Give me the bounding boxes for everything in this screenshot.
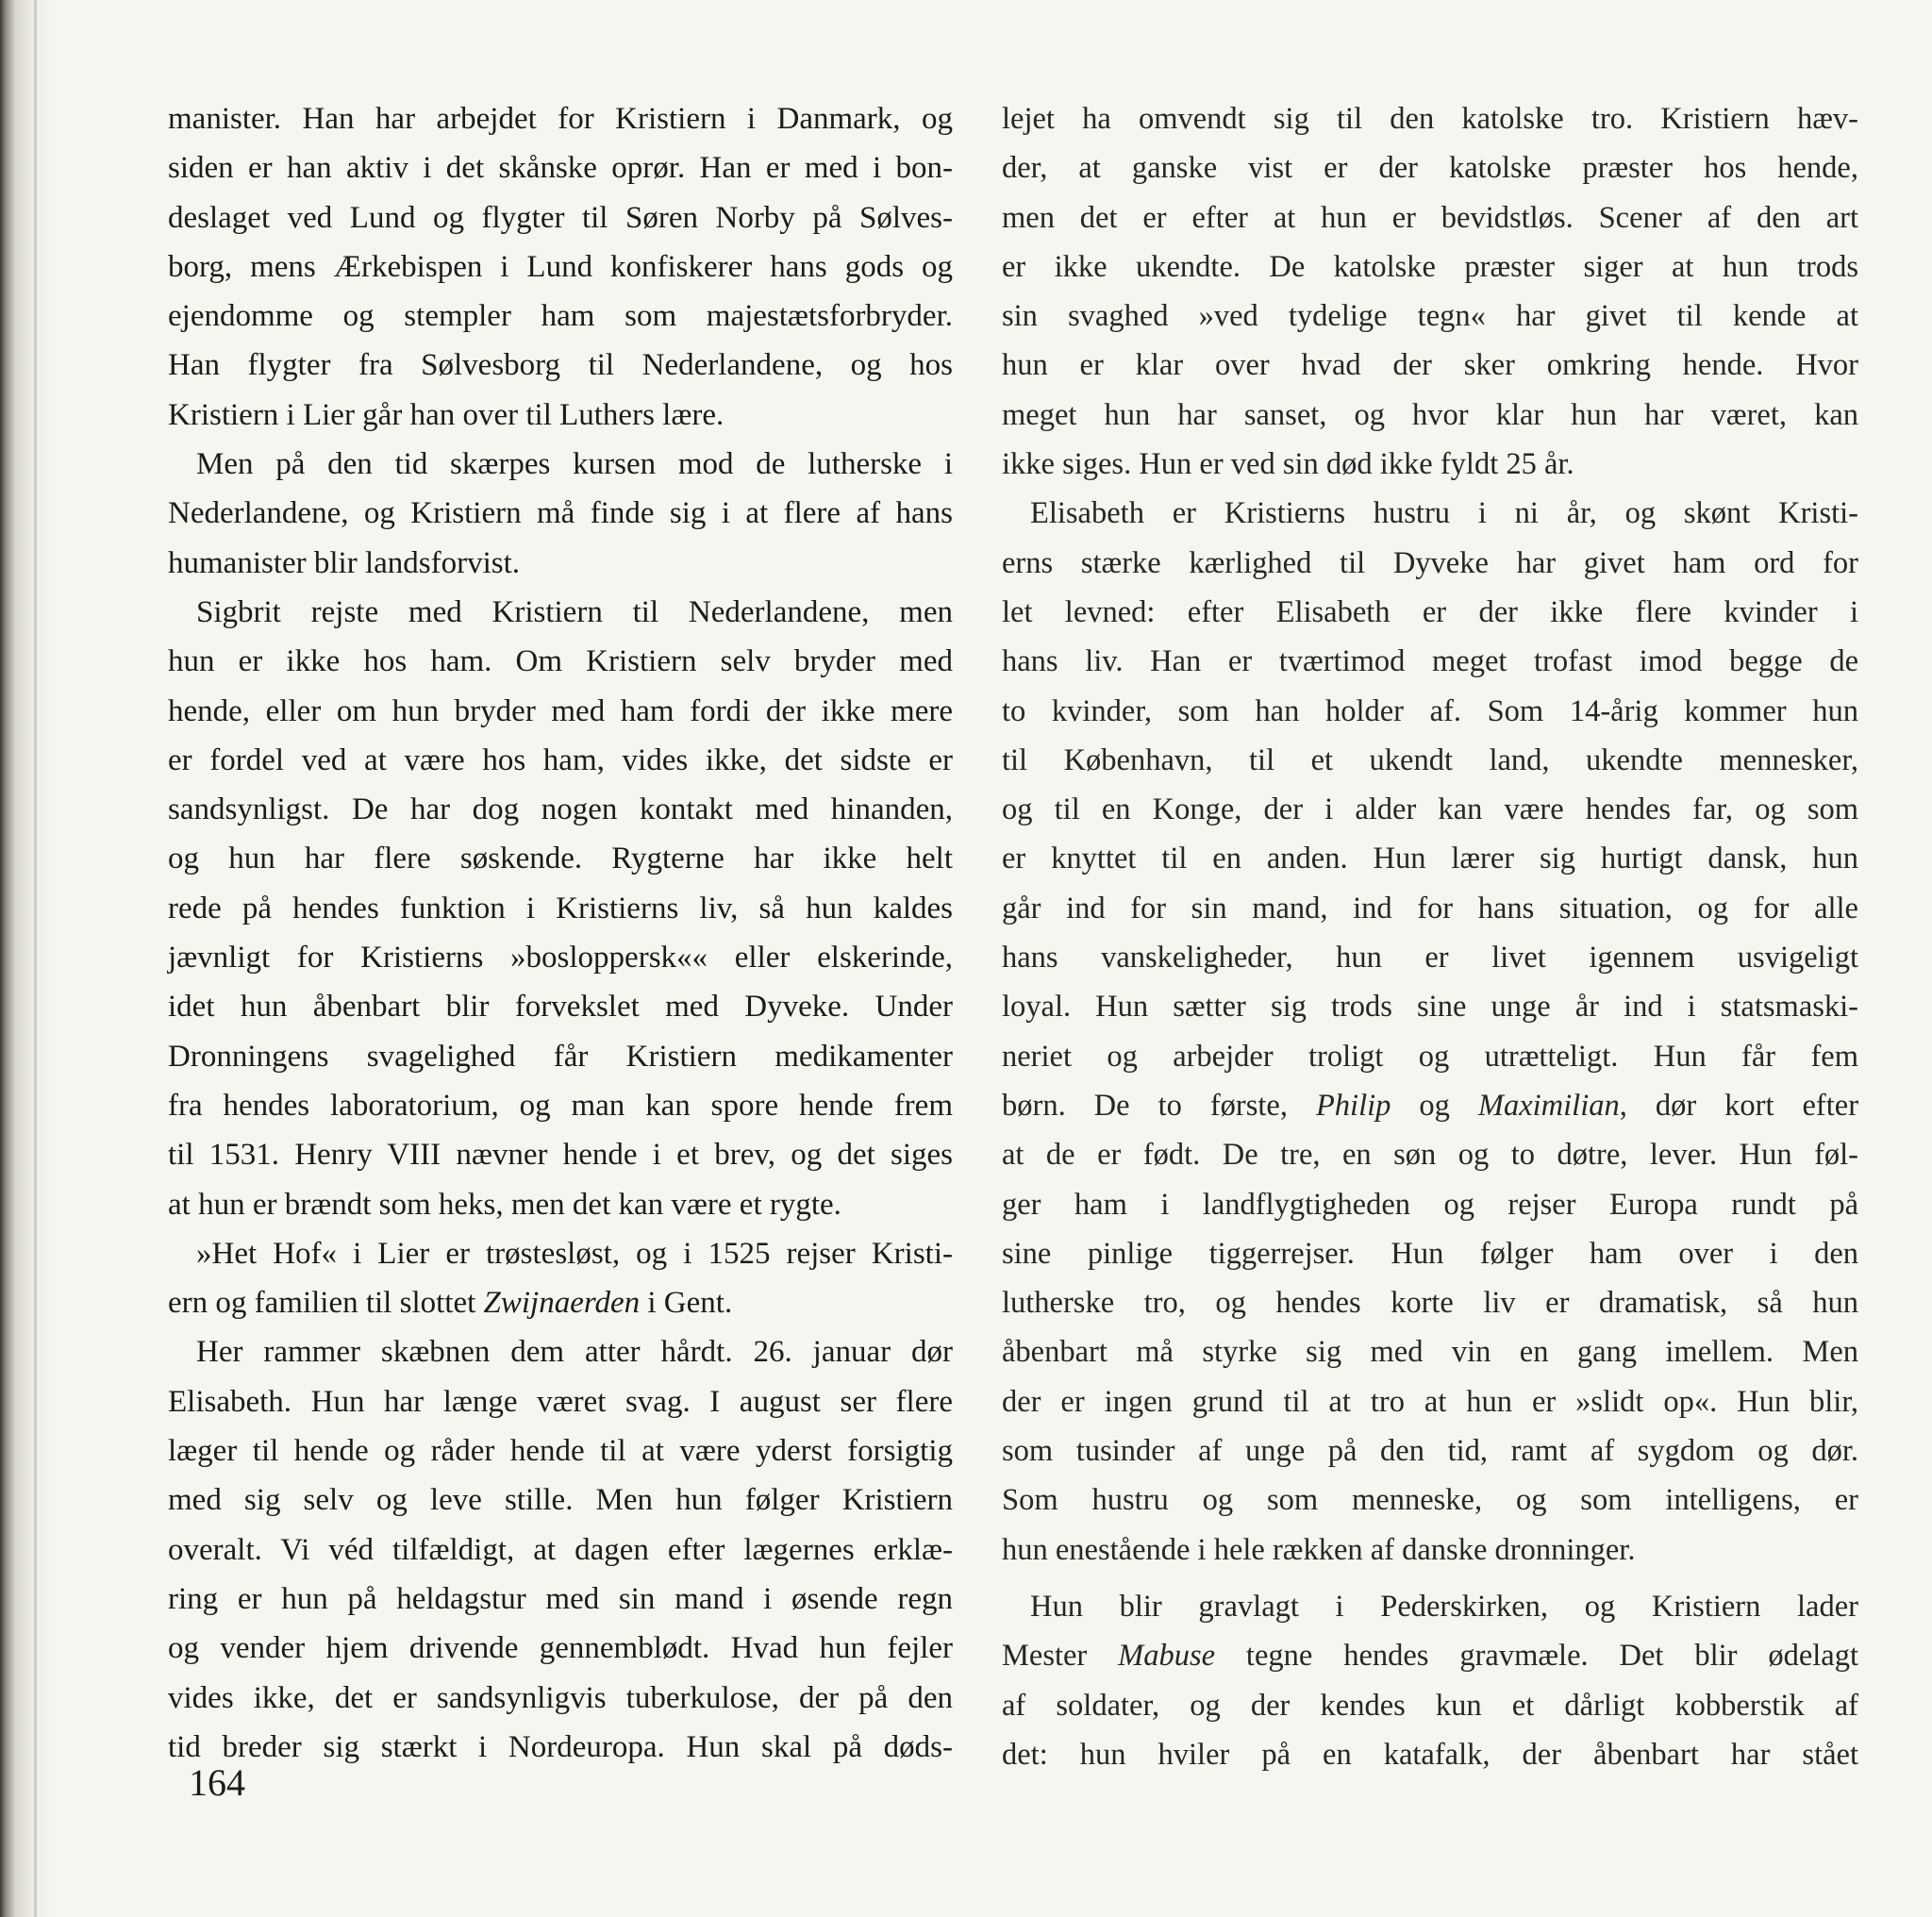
text-line xyxy=(168,1032,953,1081)
line-text: Elisabeth. Hun har længe været svag. I august ser flere xyxy=(168,1384,953,1419)
text-line xyxy=(168,785,953,834)
line-text: vides ikke, det er sandsynligvis tuberkulose, der på den xyxy=(168,1680,953,1715)
text-line xyxy=(1002,1426,1858,1475)
text-line xyxy=(1002,440,1858,489)
line-text: med sig selv og leve stille. Men hun følger Kristiern xyxy=(168,1483,953,1518)
page-number: 164 xyxy=(189,1761,245,1804)
text-line xyxy=(1002,341,1858,390)
line-text: fra hendes laboratorium, og man kan spore hende frem xyxy=(168,1088,953,1123)
line-text: og xyxy=(1391,1088,1478,1123)
text-line xyxy=(1002,785,1858,834)
line-text: neriet og arbejder troligt og utrætteligt. Hun får fem xyxy=(1002,1039,1858,1074)
line-text: lejet ha omvendt sig til den katolske tro. Kristiern hæv- xyxy=(1002,102,1858,136)
text-line xyxy=(1002,242,1858,292)
line-text: ejendomme og stempler ham som majestætsforbryder. xyxy=(168,299,953,334)
line-text: Her rammer skæbnen dem atter hårdt. 26. januar dør xyxy=(196,1335,953,1370)
text-line xyxy=(168,94,953,143)
line-text: som tusinder af unge på den tid, ramt af sygdom og dør. xyxy=(1002,1434,1858,1469)
line-text: Som hustru og som menneske, og som intelligens, er xyxy=(1002,1483,1858,1518)
text-line xyxy=(1002,1525,1858,1575)
text-line xyxy=(1002,1278,1858,1327)
line-text: Mester xyxy=(1002,1639,1119,1674)
line-text: Dronningens svagelighed får Kristiern medikamenter xyxy=(168,1039,953,1074)
text-line xyxy=(168,391,953,440)
line-text: åbenbart må styrke sig med vin en gang imellem. Men xyxy=(1002,1335,1858,1370)
line-text: til 1531. Henry VIII nævner hende i et brev, og det siges xyxy=(168,1138,953,1173)
line-text: borg, mens Ærkebispen i Lund konfiskerer hans gods og xyxy=(168,249,953,284)
text-line xyxy=(1002,1730,1858,1779)
line-text: det: hun hviler på en katafalk, der åbenbart har stået xyxy=(1002,1737,1858,1772)
line-text: at hun er brændt som heks, men det kan være et rygte. xyxy=(168,1187,841,1222)
text-line xyxy=(1002,1130,1858,1179)
line-text: deslaget ved Lund og flygter til Søren Norby på Sølves- xyxy=(168,200,953,235)
text-line xyxy=(168,1278,953,1327)
text-line xyxy=(168,1475,953,1525)
line-text: går ind for sin mand, ind for hans situation, og for alle xyxy=(1002,891,1858,925)
text-line xyxy=(168,1180,953,1229)
text-line xyxy=(1002,834,1858,883)
line-text: jævnligt for Kristierns »bosloppersk«« eller elskerinde, xyxy=(168,941,953,975)
line-text: loyal. Hun sætter sig trods sine unge år ind i statsmaski- xyxy=(1002,990,1858,1025)
book-binding-shadow xyxy=(0,0,55,1917)
line-text: Sigbrit rejste med Kristiern til Nederlandene, men xyxy=(196,594,953,629)
line-text: to kvinder, som han holder af. Som 14-årig kommer hun xyxy=(1002,693,1858,728)
line-text: og vender hjem drivende gennemblødt. Hvad hun fejler xyxy=(168,1631,953,1666)
italic-title: Zwijnaerden xyxy=(483,1286,641,1321)
text-line xyxy=(168,687,953,736)
line-text: manister. Han har arbejdet for Kristiern i Danmark, og xyxy=(168,102,953,136)
line-text: siden er han aktiv i det skånske oprør. Han er med i bon- xyxy=(168,151,953,186)
line-text: hun enestående i hele rækken af danske dronninger. xyxy=(1002,1532,1636,1567)
line-text: Hun blir gravlagt i Pederskirken, og Kristiern lader xyxy=(1030,1589,1858,1624)
line-text: der, at ganske vist er der katolske præster hos hende, xyxy=(1002,151,1858,186)
text-line xyxy=(1002,391,1858,440)
left-text-column xyxy=(168,94,953,1772)
text-line xyxy=(1002,1229,1858,1278)
text-line xyxy=(1002,982,1858,1031)
line-text: er knyttet til en anden. Hun lærer sig hurtigt dansk, hun xyxy=(1002,842,1858,876)
line-text: erns stærke kærlighed til Dyveke har givet ham ord for xyxy=(1002,545,1858,580)
line-text: er fordel ved at være hos ham, vides ikke, det sidste er xyxy=(168,742,953,777)
text-line xyxy=(1002,94,1858,143)
text-line xyxy=(1002,687,1858,736)
line-text: børn. De to første, xyxy=(1002,1088,1316,1123)
line-text: ern og familien til slottet xyxy=(168,1286,484,1321)
line-text: hende, eller om hun bryder med ham fordi der ikke mere xyxy=(168,693,953,728)
text-line xyxy=(168,1624,953,1673)
italic-title: Mabuse xyxy=(1118,1639,1216,1674)
line-text: hun er ikke hos ham. Om Kristiern selv bryder med xyxy=(168,644,953,679)
text-line xyxy=(168,637,953,686)
book-binding-edge xyxy=(34,0,37,1917)
text-line xyxy=(1002,1180,1858,1229)
line-text: let levned: efter Elisabeth er der ikke flere kvinder i xyxy=(1002,594,1858,629)
text-line xyxy=(168,884,953,933)
text-line xyxy=(168,539,953,588)
text-line xyxy=(1002,292,1858,341)
line-text: men det er efter at hun er bevidstløs. Scener af den art xyxy=(1002,200,1858,235)
text-line xyxy=(1002,884,1858,933)
line-text: idet hun åbenbart blir forvekslet med Dyveke. Under xyxy=(168,990,953,1025)
text-line xyxy=(168,489,953,538)
line-text: læger til hende og råder hende til at være yderst forsigtig xyxy=(168,1434,953,1469)
text-line xyxy=(168,736,953,785)
text-line xyxy=(168,1377,953,1426)
text-line xyxy=(168,292,953,341)
text-line xyxy=(168,242,953,292)
line-text: Elisabeth er Kristierns hustru i ni år, og skønt Kristi- xyxy=(1030,496,1858,531)
text-line xyxy=(168,933,953,982)
line-text: hun er klar over hvad der sker omkring hende. Hvor xyxy=(1002,348,1858,383)
line-text: og hun har flere søskende. Rygterne har ikke helt xyxy=(168,842,953,876)
text-line xyxy=(1002,539,1858,588)
text-line xyxy=(168,193,953,242)
text-line xyxy=(1002,1327,1858,1376)
italic-title: Maximilian xyxy=(1477,1088,1620,1123)
text-line xyxy=(168,1575,953,1624)
line-text: at de er født. De tre, en søn og to døtre, lever. Hun føl- xyxy=(1002,1138,1858,1173)
line-text: Han flygter fra Sølvesborg til Nederlandene, og hos xyxy=(168,348,953,383)
text-line xyxy=(168,1426,953,1475)
text-line xyxy=(168,588,953,637)
line-text: rede på hendes funktion i Kristierns liv, så hun kaldes xyxy=(168,891,953,925)
text-line xyxy=(1002,193,1858,242)
text-line xyxy=(1002,143,1858,192)
line-text: humanister blir landsforvist. xyxy=(168,545,521,580)
line-text: Men på den tid skærpes kursen mod de lutherske i xyxy=(196,447,953,482)
text-line xyxy=(168,1081,953,1130)
text-line xyxy=(1002,1032,1858,1081)
text-line xyxy=(168,1525,953,1575)
text-line xyxy=(168,834,953,883)
text-line xyxy=(168,1229,953,1278)
text-line xyxy=(1002,637,1858,686)
line-text: af soldater, og der kendes kun et dårligt kobberstik af xyxy=(1002,1688,1858,1723)
line-text: , dør kort efter xyxy=(1619,1088,1859,1123)
line-text: »Het Hof« i Lier er trøstesløst, og i 1525 rejser Kristi- xyxy=(196,1236,953,1271)
right-text-column xyxy=(1002,94,1858,1779)
text-line xyxy=(168,1327,953,1376)
line-text: ger ham i landflygtigheden og rejser Europa rundt på xyxy=(1002,1187,1858,1222)
text-line xyxy=(1002,588,1858,637)
line-text: Nederlandene, og Kristiern må finde sig i at flere af hans xyxy=(168,496,953,531)
text-line xyxy=(168,341,953,390)
text-line xyxy=(1002,736,1858,785)
text-line xyxy=(168,143,953,192)
text-line xyxy=(1002,1475,1858,1525)
text-line xyxy=(1002,1681,1858,1730)
text-line xyxy=(168,440,953,489)
text-line xyxy=(168,1674,953,1723)
line-text: sandsynligst. De har dog nogen kontakt med hinanden, xyxy=(168,792,953,827)
text-line xyxy=(1002,1631,1858,1680)
text-line xyxy=(168,1130,953,1179)
text-line xyxy=(1002,489,1858,538)
line-text: og til en Konge, der i alder kan være hendes far, og som xyxy=(1002,792,1858,827)
text-line xyxy=(168,1723,953,1772)
line-text: hans liv. Han er tværtimod meget trofast imod begge de xyxy=(1002,644,1858,679)
line-text: sine pinlige tiggerrejser. Hun følger ham over i den xyxy=(1002,1236,1858,1271)
line-text: ikke siges. Hun er ved sin død ikke fyldt 25 år. xyxy=(1002,447,1574,482)
line-text: der er ingen grund til at tro at hun er »slidt op«. Hun blir, xyxy=(1002,1384,1858,1419)
line-text: lutherske tro, og hendes korte liv er dramatisk, så hun xyxy=(1002,1286,1858,1321)
line-text: tegne hendes gravmæle. Det blir ødelagt xyxy=(1215,1639,1858,1674)
line-text: i Gent. xyxy=(640,1286,733,1321)
line-text: hans vanskeligheder, hun er livet igennem usvigeligt xyxy=(1002,941,1858,975)
text-line xyxy=(168,982,953,1031)
line-text: overalt. Vi véd tilfældigt, at dagen efter lægernes erklæ- xyxy=(168,1532,953,1567)
line-text: til København, til et ukendt land, ukendte mennesker, xyxy=(1002,742,1858,777)
line-text: ring er hun på heldagstur med sin mand i øsende regn xyxy=(168,1581,953,1616)
text-line xyxy=(1002,1377,1858,1426)
line-text: er ikke ukendte. De katolske præster siger at hun trods xyxy=(1002,249,1858,284)
line-text: sin svaghed »ved tydelige tegn« har givet til kende at xyxy=(1002,299,1858,334)
line-text: Kristiern i Lier går han over til Luthers lære. xyxy=(168,397,724,432)
italic-title: Philip xyxy=(1315,1088,1391,1123)
text-line xyxy=(1002,933,1858,982)
line-text: meget hun har sanset, og hvor klar hun har været, kan xyxy=(1002,397,1858,432)
text-line xyxy=(1002,1081,1858,1130)
text-line xyxy=(1002,1582,1858,1631)
line-text: tid breder sig stærkt i Nordeuropa. Hun skal på døds- xyxy=(168,1729,953,1764)
